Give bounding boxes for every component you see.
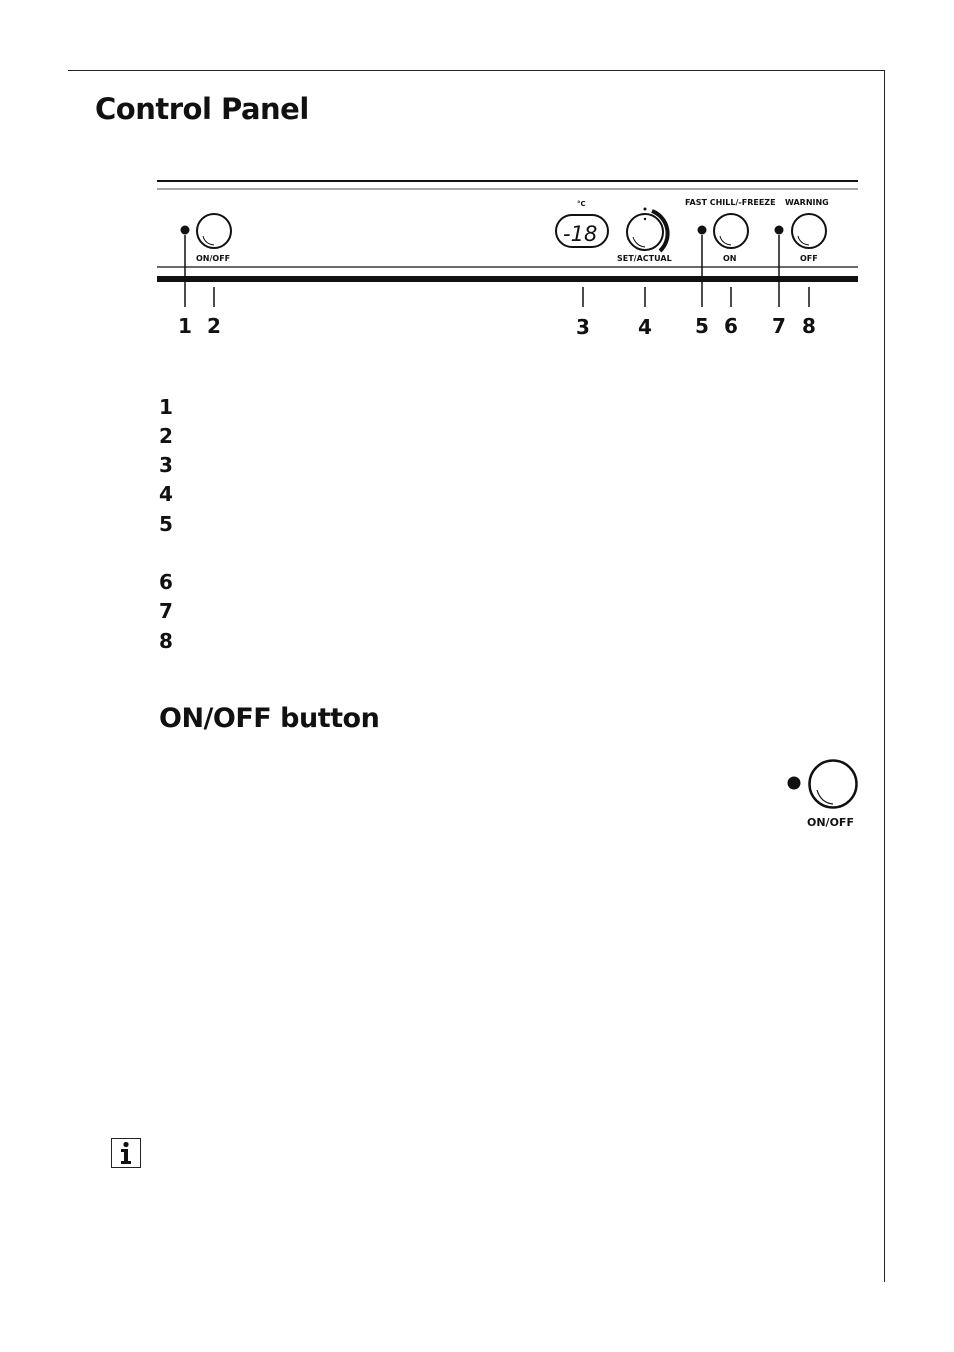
on-label: ON xyxy=(723,254,737,263)
off-label: OFF xyxy=(800,254,818,263)
legend-item: 3 xyxy=(159,453,173,477)
callout-number-4: 4 xyxy=(638,315,652,339)
legend-item: 5 xyxy=(159,512,173,536)
callout-number-7: 7 xyxy=(772,314,786,338)
callout-number-3: 3 xyxy=(576,315,590,339)
callout-number-6: 6 xyxy=(724,314,738,338)
page-title: Control Panel xyxy=(95,92,309,126)
onoff-figure-button xyxy=(810,761,857,808)
info-icon xyxy=(111,1138,141,1168)
legend-item: 7 xyxy=(159,599,173,623)
legend-item: 8 xyxy=(159,629,173,653)
callout-number-5: 5 xyxy=(695,314,709,338)
fast-chill-label: FAST CHILL/-FREEZE xyxy=(685,198,776,207)
temperature-display-value: -18 xyxy=(563,222,598,246)
callout-number-8: 8 xyxy=(802,314,816,338)
callout-number-2: 2 xyxy=(207,314,221,338)
callout-number-1: 1 xyxy=(178,314,192,338)
legend-item: 4 xyxy=(159,482,173,506)
legend-item: 2 xyxy=(159,424,173,448)
section-title: ON/OFF button xyxy=(159,703,380,734)
warning-label: WARNING xyxy=(785,198,829,207)
legend-item: 6 xyxy=(159,570,173,594)
set-actual-label: SET/ACTUAL xyxy=(617,254,672,263)
onoff-figure-indicator-light xyxy=(788,777,801,790)
legend-item: 1 xyxy=(159,395,173,419)
degree-label: °C xyxy=(577,200,586,208)
onoff-figure-label: ON/OFF xyxy=(807,816,854,829)
onoff-label: ON/OFF xyxy=(196,254,231,263)
